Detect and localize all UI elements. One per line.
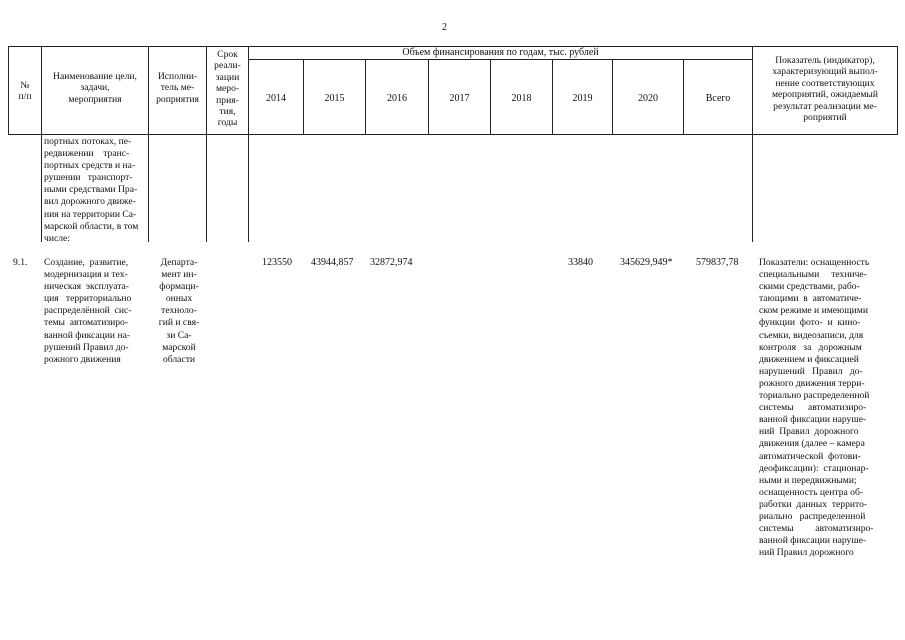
header-year-2016: 2016 bbox=[387, 93, 407, 104]
header-year-2017: 2017 bbox=[449, 93, 470, 104]
row-number: 9.1. bbox=[13, 257, 28, 268]
value-total: 579837,78 bbox=[696, 257, 739, 268]
header-year-2018: 2018 bbox=[511, 93, 532, 104]
header-year-2020: 2020 bbox=[638, 93, 658, 104]
header-year-2014: 2014 bbox=[266, 93, 286, 104]
continued-text: портных потоках, пе- редвижении транс- портных средств и на- рушении транспорт- ными средствами Пра- вил дорожного движе- ния на территории Са- марской области, в том числе: bbox=[44, 136, 139, 244]
header-year-2019: 2019 bbox=[572, 93, 593, 104]
header-name: Наименование цели, задачи, мероприятия bbox=[53, 71, 137, 105]
header-term: Срок реали- зации меро- прия- тия, годы bbox=[214, 49, 241, 129]
header-year-2015: 2015 bbox=[324, 93, 345, 104]
header-executor: Исполни- тель ме- роприятия bbox=[156, 71, 199, 105]
row-indicator: Показатели: оснащенность специальными техниче- скими средствами, рабо- тающими в автоматиче- ском режиме и имеющими функции фото- и кино- съемки, видеозаписи, для контроля за дорожным движением и фиксацией нарушений Правил до- рожного движения терри- ториально распределенной системы автоматизиро- ванной фиксации наруше- ний Правил дорожного движения (далее – камера автоматической фотови- деофиксации): стационар- ными и передвижными; оснащенность центра об- работки данных террито- риально распределенной системы автоматизиро- ванной фиксации наруше- ний Правил дорожного bbox=[759, 257, 874, 559]
row-executor: Департа- мент ин- формаци- онных техноло- гий и свя- зи Са- марской области bbox=[158, 257, 200, 365]
header-indicator: Показатель (индикатор), характеризующий выпол- нение соответствующих мероприятий, ожидаемый результат реализации ме- роприятий bbox=[771, 55, 879, 124]
value-2014: 123550 bbox=[262, 257, 292, 268]
page-number: 2 bbox=[442, 22, 447, 33]
value-2015: 43944,857 bbox=[311, 257, 354, 268]
value-2020: 345629,949* bbox=[620, 257, 673, 268]
value-2016: 32872,974 bbox=[370, 257, 413, 268]
row-name: Создание, развитие, модернизация и тех- ническая эксплуата- ция территориально распределённой сис- темы автоматизиро- ванной фиксации на- рушений Правил до- рожного движения bbox=[44, 257, 132, 365]
header-funding-title: Объем финансирования по годам, тыс. рублей bbox=[402, 47, 599, 58]
header-year-total: Всего bbox=[705, 93, 731, 104]
header-num: № п/п bbox=[18, 80, 32, 103]
value-2019: 33840 bbox=[568, 257, 593, 268]
